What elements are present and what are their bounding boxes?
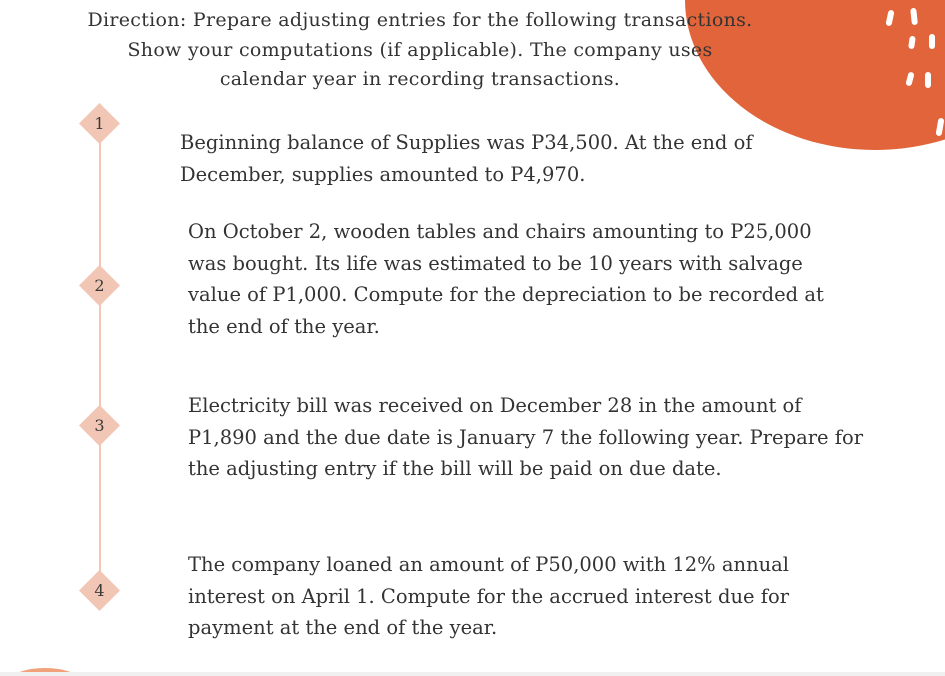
step-number: 1 — [94, 114, 105, 133]
item-3-text — [188, 390, 863, 485]
step-number: 3 — [94, 416, 105, 435]
step-marker-2 — [79, 265, 120, 306]
item-line: was bought. Its life was estimated to be 10 years with salvage — [188, 251, 803, 275]
step-marker-4 — [79, 570, 120, 611]
item-2-text — [188, 216, 824, 342]
item-line: value of P1,000. Compute for the depreciation to be recorded at — [188, 283, 824, 306]
item-line: Beginning balance of Supplies was P34,500. At the end of — [180, 131, 753, 154]
item-line: Electricity bill was received on December 28 in the amount of — [188, 394, 802, 417]
timeline-connector — [99, 135, 101, 590]
item-line: the adjusting entry if the bill will be paid on due date. — [188, 457, 722, 480]
item-line: December, supplies amounted to P4,970. — [180, 162, 586, 186]
item-line: P1,890 and the due date is January 7 the following year. Prepare for — [188, 425, 864, 449]
bottom-divider — [0, 672, 945, 676]
item-4-text — [188, 549, 789, 644]
item-line: On October 2, wooden tables and chairs amounting to P25,000 — [188, 220, 812, 243]
item-line: the end of the year. — [188, 314, 380, 338]
decorative-dash-marks — [825, 0, 945, 150]
item-line: interest on April 1. Compute for the accrued interest due for — [188, 584, 790, 608]
direction-line-2: Show your computations (if applicable). The company uses — [127, 38, 713, 61]
direction-line-1: Direction: Prepare adjusting entries for the following transactions. — [87, 9, 753, 31]
step-number: 4 — [94, 581, 105, 600]
step-number: 2 — [94, 276, 105, 295]
item-line: The company loaned an amount of P50,000 with 12% annual — [188, 553, 790, 576]
step-marker-1 — [79, 103, 120, 144]
directions-block — [70, 6, 770, 95]
step-marker-3 — [79, 405, 120, 446]
item-line: payment at the end of the year. — [188, 616, 498, 639]
item-1-text — [180, 127, 753, 190]
direction-line-3: calendar year in recording transactions. — [219, 68, 621, 90]
